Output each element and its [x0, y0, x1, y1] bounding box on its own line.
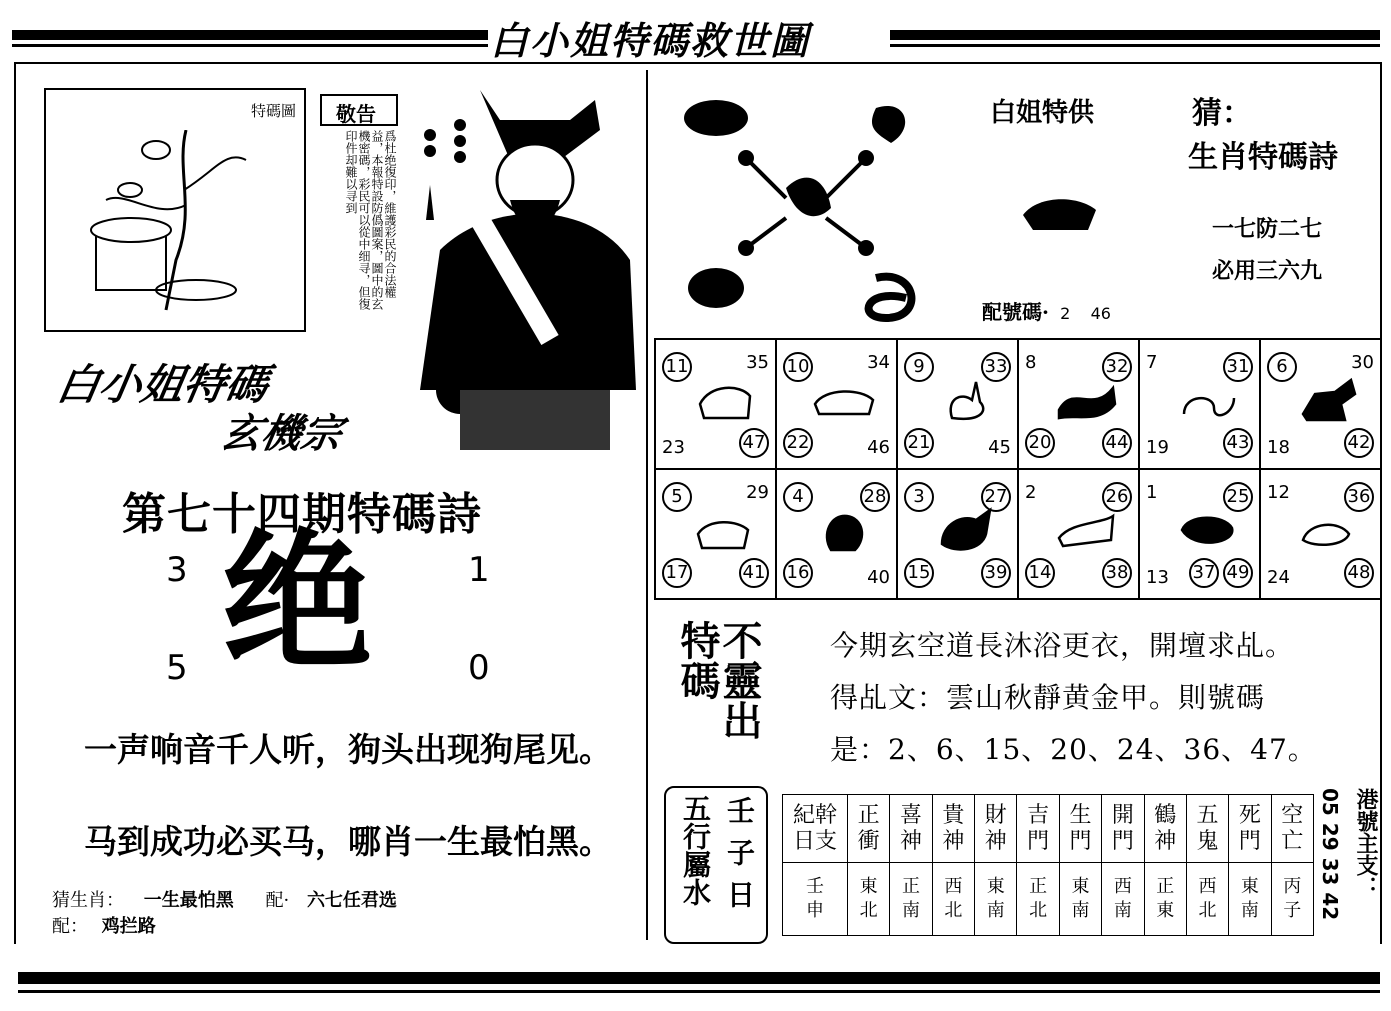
monkey-cell: [775, 468, 898, 600]
element-box: [664, 786, 768, 944]
rat-cell: [1259, 468, 1382, 600]
zodiac-number: 36: [1344, 482, 1374, 512]
pair-value: 六七任君选: [306, 890, 397, 911]
center-divider: [646, 70, 648, 940]
zodiac-number: 34: [867, 352, 890, 373]
zodiac-number: 3: [904, 482, 934, 512]
page-title: 白小姐特碼救世圖: [490, 18, 811, 63]
match-numbers: 2 46: [1060, 304, 1111, 323]
zodiac-number: 25: [1223, 482, 1253, 512]
zodiac-number: 33: [981, 352, 1011, 382]
ornament-icon: [410, 115, 470, 225]
pair2-value: 鸡拦路: [101, 916, 156, 937]
promo-line-2: 玄機宗: [217, 410, 346, 457]
zodiac-grid: [654, 338, 1384, 600]
almanac-value-cell: 西 南: [1102, 863, 1144, 936]
rat-icon: [1295, 504, 1359, 562]
top-rule: [12, 30, 488, 40]
almanac-value-cell: 東 南: [975, 863, 1017, 936]
almanac-header-cell: 紀幹 日支: [783, 795, 848, 863]
zodiac-cross-illustration: [676, 88, 946, 328]
almanac-value-cell: 正 北: [1017, 863, 1059, 936]
poem-line-2: 马到成功必买马，哪肖一生最怕黑。: [84, 822, 612, 861]
zodiac-number: 29: [746, 482, 769, 503]
rooster-icon: [932, 504, 996, 562]
almanac-header-cell: 開 門: [1102, 795, 1144, 863]
almanac-header-row: [783, 795, 1314, 863]
rooster-cell: [896, 468, 1019, 600]
zodiac-number: 40: [867, 567, 890, 588]
rabbit-icon: [932, 374, 996, 432]
almanac-value-cell: 西 北: [932, 863, 974, 936]
zodiac-number: 10: [783, 352, 813, 382]
almanac-value-cell: 丙 子: [1271, 863, 1313, 936]
zodiac-number: 41: [739, 558, 769, 588]
tiger-icon: [811, 374, 875, 432]
zodiac-number: 14: [1025, 558, 1055, 588]
zodiac-number: 4: [783, 482, 813, 512]
guess-word: 猜：: [1192, 96, 1252, 131]
goat-cell: [654, 468, 777, 600]
poem-line-1: 一声响音千人听，狗头出现狗尾见。: [84, 730, 612, 769]
guess-row: [52, 886, 397, 912]
supply-label: 白姐特供: [990, 98, 1095, 128]
special-chart-label: 特碼圖: [250, 102, 296, 120]
zodiac-number: 13: [1146, 567, 1169, 588]
zodiac-number: 48: [1344, 558, 1374, 588]
ox-icon: [690, 374, 754, 432]
goat-icon: [690, 504, 754, 562]
tiger-illustration: [1018, 190, 1102, 240]
hk-mainstay-label: 港號主支：: [1353, 788, 1378, 898]
guess-value: 一生最怕黑: [143, 890, 234, 911]
almanac-value-cell: 正 東: [1144, 863, 1186, 936]
zodiac-number: 24: [1267, 567, 1290, 588]
almanac-table: [782, 794, 1314, 936]
bottom-rule: [18, 972, 1380, 984]
zodiac-number: 15: [904, 558, 934, 588]
zodiac-number: 35: [746, 352, 769, 373]
zodiac-number: 47: [739, 428, 769, 458]
zodiac-number: 1: [1146, 482, 1158, 503]
big-character: 绝: [222, 516, 373, 690]
chart-illustration: [56, 130, 286, 320]
horse-icon: [1295, 374, 1359, 432]
almanac-header-cell: 空 亡: [1271, 795, 1313, 863]
oracle-stamp: 不靈出特碼: [674, 620, 762, 740]
corner-number-top-left: 3: [166, 550, 188, 590]
almanac-header-cell: 正 衝: [848, 795, 890, 863]
zodiac-number: 21: [904, 428, 934, 458]
almanac-header-cell: 生 門: [1059, 795, 1101, 863]
top-rule-right-thin: [890, 44, 1380, 47]
almanac-header-cell: 死 門: [1229, 795, 1271, 863]
dog-icon: [1053, 504, 1117, 562]
zodiac-number: 28: [860, 482, 890, 512]
snake-icon: [1174, 374, 1238, 432]
zodiac-number: 27: [981, 482, 1011, 512]
zodiac-number: 45: [988, 437, 1011, 458]
zodiac-number: 32: [1102, 352, 1132, 382]
pig-cell: [1138, 468, 1261, 600]
zodiac-number: 38: [1102, 558, 1132, 588]
match-row: [982, 296, 1111, 325]
issue-title: 第七十四期特碼詩: [122, 489, 482, 540]
promo-line-1: 白小姐特碼: [53, 360, 272, 409]
corner-number-bottom-left: 5: [166, 648, 188, 688]
zodiac-number: 11: [662, 352, 692, 382]
zodiac-number: 18: [1267, 437, 1290, 458]
almanac-value-row: [783, 863, 1314, 936]
zodiac-number: 7: [1146, 352, 1158, 373]
almanac-header-cell: 貴 神: [932, 795, 974, 863]
pig-icon: [1174, 504, 1238, 562]
oracle-line-1: 今期玄空道長沐浴更衣，開壇求乩。: [830, 629, 1295, 662]
zodiac-number: 16: [783, 558, 813, 588]
tiger-cell: [775, 338, 898, 470]
monkey-icon: [811, 504, 875, 562]
dog-cell: [1017, 468, 1140, 600]
hk-mainstay-numbers: 05 29 33 42: [1318, 788, 1342, 921]
special-chart-box: [44, 88, 306, 332]
zodiac-number: 12: [1267, 482, 1290, 503]
zodiac-number: 39: [981, 558, 1011, 588]
dragon-cell: [1017, 338, 1140, 470]
zodiac-number: 43: [1223, 428, 1253, 458]
zodiac-number: 17: [662, 558, 692, 588]
zodiac-number: 6: [1267, 352, 1297, 382]
horse-cell: [1259, 338, 1382, 470]
notice-text: 爲杜绝復印，維護彩民的合法權益，本報特設防僞圖案，圖中的玄機密碼，彩民可以從中细寻，但復印件却難以寻到: [344, 130, 397, 310]
zodiac-number: 37: [1189, 558, 1219, 588]
oracle-line-3: 是：2、6、15、20、24、36、47。: [830, 733, 1317, 766]
pair2-row: [52, 912, 156, 938]
almanac-header-cell: 鶴 神: [1144, 795, 1186, 863]
hint-1: 一七防二七: [1212, 216, 1323, 242]
almanac-header-cell: 財 神: [975, 795, 1017, 863]
bottom-rule-thin: [18, 990, 1380, 993]
snake-cell: [1138, 338, 1261, 470]
zodiac-number: 20: [1025, 428, 1055, 458]
almanac-value-cell: 東 南: [1059, 863, 1101, 936]
almanac-value-cell: 正 南: [890, 863, 932, 936]
ox-cell: [654, 338, 777, 470]
almanac-value-cell: 壬 申: [783, 863, 848, 936]
top-rule-thin: [12, 44, 488, 47]
zodiac-number: 23: [662, 437, 685, 458]
element-right: 壬子日: [723, 796, 756, 922]
notice-title: 敬告: [336, 102, 376, 126]
top-rule-right: [890, 30, 1380, 40]
zodiac-number: 8: [1025, 352, 1037, 373]
pair2-label: 配：: [52, 916, 88, 937]
almanac-value-cell: 東 北: [848, 863, 890, 936]
pair-label: 配·: [265, 890, 290, 911]
almanac-value-cell: 東 南: [1229, 863, 1271, 936]
corner-number-top-right: 1: [468, 550, 490, 590]
almanac-header-cell: 喜 神: [890, 795, 932, 863]
guess-label: 猜生肖：: [52, 890, 124, 911]
oracle-line-2: 得乩文：雲山秋靜黄金甲。則號碼: [830, 681, 1266, 714]
zodiac-number: 44: [1102, 428, 1132, 458]
zodiac-poem-title: 生肖特碼詩: [1188, 140, 1338, 175]
zodiac-number: 42: [1344, 428, 1374, 458]
match-label: 配號碼·: [982, 300, 1049, 324]
zodiac-number: 31: [1223, 352, 1253, 382]
almanac-value-cell: 西 北: [1186, 863, 1228, 936]
zodiac-number: 49: [1223, 558, 1253, 588]
notice-title-box: [320, 94, 398, 126]
zodiac-number: 5: [662, 482, 692, 512]
zodiac-number: 30: [1351, 352, 1374, 373]
zodiac-number: 26: [1102, 482, 1132, 512]
almanac-header-cell: 吉 門: [1017, 795, 1059, 863]
almanac-header-cell: 五 鬼: [1186, 795, 1228, 863]
element-left: 五行屬水: [679, 794, 712, 906]
zodiac-number: 9: [904, 352, 934, 382]
zodiac-number: 22: [783, 428, 813, 458]
rabbit-cell: [896, 338, 1019, 470]
corner-number-bottom-right: 0: [468, 648, 490, 688]
zodiac-number: 2: [1025, 482, 1037, 503]
zodiac-number: 46: [867, 437, 890, 458]
zodiac-number: 19: [1146, 437, 1169, 458]
hint-2: 必用三六九: [1212, 258, 1323, 284]
dragon-icon: [1053, 374, 1117, 432]
